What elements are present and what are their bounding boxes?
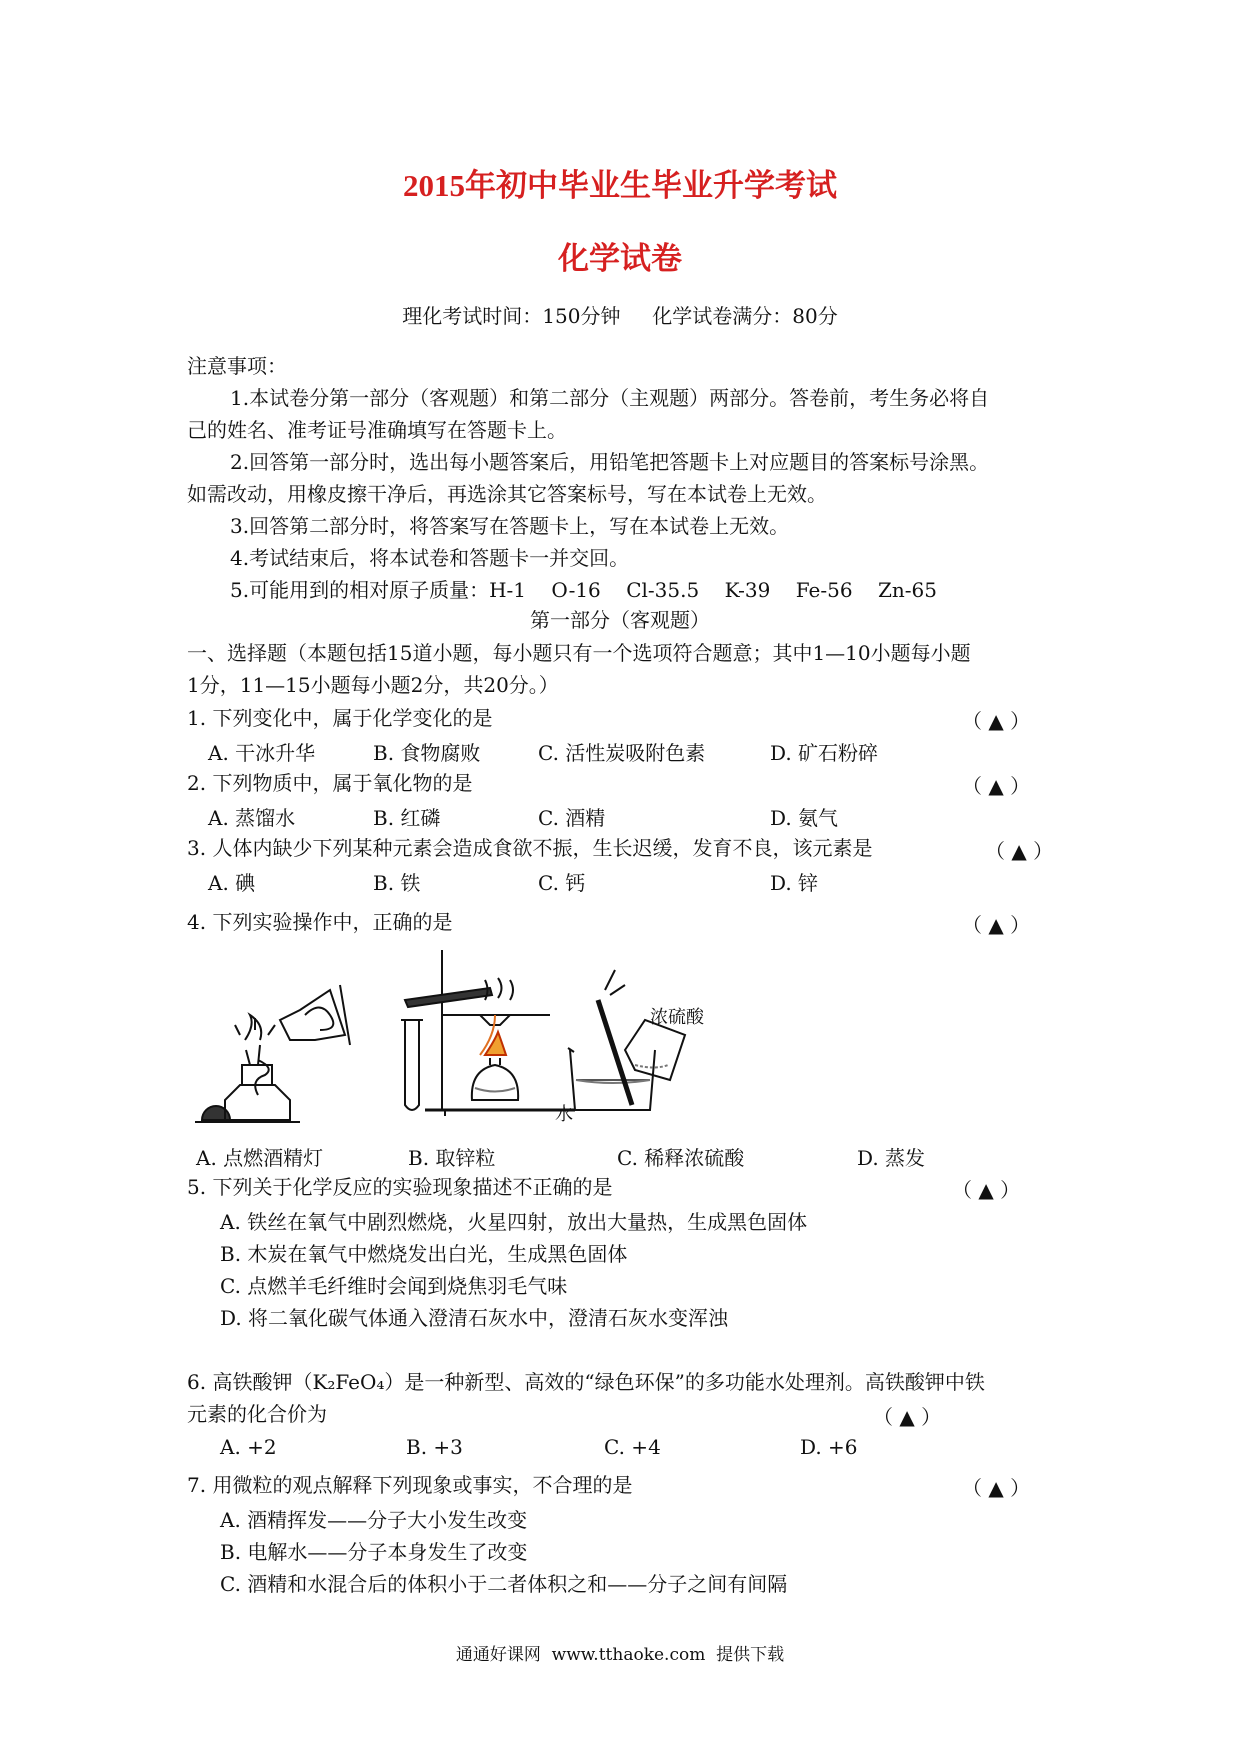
q5-stem: 5. 下列关于化学反应的实验现象描述不正确的是 [187,1175,613,1199]
q6-answer-mark: （ ▲ ） [873,1405,942,1429]
illustration-test-tube [401,950,575,1116]
q3-answer-mark: （ ▲ ） [985,839,1054,863]
exam-title: 2015年初中毕业生毕业升学考试 [403,168,837,203]
q4-option-c: C. 稀释浓硫酸 [617,1146,745,1170]
q7-option-c: C. 酒精和水混合后的体积小于二者体积之和——分子之间有间隔 [220,1572,788,1596]
q2-option-c: C. 酒精 [538,806,606,830]
part1-heading: 第一部分（客观题） [530,608,710,632]
q1-option-c: C. 活性炭吸附色素 [538,741,706,765]
page-footer: 通通好课网 www.tthaoke.com 提供下载 [455,1645,785,1665]
q6-stem-a: 6. 高铁酸钾（K₂FeO₄）是一种新型、高效的“绿色环保”的多功能水处理剂。高铁酸钾中铁 [187,1370,985,1394]
exam-subtitle: 化学试卷 [558,241,682,276]
q3-option-b: B. 铁 [373,871,421,895]
note-1b: 己的姓名、准考证号准确填写在答题卡上。 [187,418,567,442]
section-heading-a: 一、选择题（本题包括15道小题，每小题只有一个选项符合题意；其中1—10小题每小题 [187,641,971,665]
q7-option-b: B. 电解水——分子本身发生了改变 [220,1540,528,1564]
q4-option-b: B. 取锌粒 [408,1146,496,1170]
note-5: 5.可能用到的相对原子质量：H-1 O-16 Cl-35.5 K-39 Fe-56 Zn-65 [230,578,937,602]
q5-answer-mark: （ ▲ ） [952,1178,1021,1202]
section-heading-b: 1分，11—15小题每小题2分，共20分。） [187,673,559,697]
q1-option-b: B. 食物腐败 [373,741,481,765]
water-label: 水 [555,1104,573,1125]
q3-stem: 3. 人体内缺少下列某种元素会造成食欲不振，生长迟缓，发育不良，该元素是 [187,836,873,860]
note-3: 3.回答第二部分时，将答案写在答题卡上，写在本试卷上无效。 [230,514,790,538]
q3-option-c: C. 钙 [538,871,586,895]
q4-option-a: A. 点燃酒精灯 [196,1146,324,1170]
q2-option-a: A. 蒸馏水 [208,806,296,830]
q3-option-a: A. 碘 [208,871,256,895]
q5-option-a: A. 铁丝在氧气中剧烈燃烧，火星四射，放出大量热，生成黑色固体 [220,1210,808,1234]
q5-option-b: B. 木炭在氧气中燃烧发出白光，生成黑色固体 [220,1242,628,1266]
acid-label: 浓硫酸 [650,1007,704,1028]
q6-option-a: A. +2 [220,1435,277,1459]
illustration-lighting-lamp [195,985,350,1122]
note-2b: 如需改动，用橡皮擦干净后，再选涂其它答案标号，写在本试卷上无效。 [187,482,827,506]
q2-option-b: B. 红磷 [373,806,441,830]
illustration-diluting-acid [555,970,705,1125]
q4-stem: 4. 下列实验操作中，正确的是 [187,910,453,934]
q7-answer-mark: （ ▲ ） [962,1476,1031,1500]
notes-heading: 注意事项： [187,354,287,378]
q2-stem: 2. 下列物质中，属于氧化物的是 [187,771,473,795]
q7-option-a: A. 酒精挥发——分子大小发生改变 [220,1508,528,1532]
q5-option-c: C. 点燃羊毛纤维时会闻到烧焦羽毛气味 [220,1274,568,1298]
q6-option-c: C. +4 [604,1435,661,1459]
exam-info: 理化考试时间：150分钟 化学试卷满分：80分 [402,304,838,328]
q2-answer-mark: （ ▲ ） [962,774,1031,798]
q6-stem-b: 元素的化合价为 [187,1402,327,1426]
q6-option-b: B. +3 [406,1435,463,1459]
lab-apparatus-figure [180,940,980,1130]
q3-option-d: D. 锌 [770,871,819,895]
note-2a: 2.回答第一部分时，选出每小题答案后，用铅笔把答题卡上对应题目的答案标号涂黑。 [230,450,990,474]
q1-option-a: A. 干冰升华 [208,741,316,765]
note-1a: 1.本试卷分第一部分（客观题）和第二部分（主观题）两部分。答卷前，考生务必将自 [230,386,990,410]
q2-option-d: D. 氨气 [770,806,839,830]
q4-option-d: D. 蒸发 [857,1146,926,1170]
q4-answer-mark: （ ▲ ） [962,913,1031,937]
q6-option-d: D. +6 [800,1435,858,1459]
q1-answer-mark: （ ▲ ） [962,709,1031,733]
q5-option-d: D. 将二氧化碳气体通入澄清石灰水中，澄清石灰水变浑浊 [220,1306,729,1330]
q1-stem: 1. 下列变化中，属于化学变化的是 [187,706,493,730]
note-4: 4.考试结束后，将本试卷和答题卡一并交回。 [230,546,630,570]
q7-stem: 7. 用微粒的观点解释下列现象或事实，不合理的是 [187,1473,633,1497]
q1-option-d: D. 矿石粉碎 [770,741,879,765]
